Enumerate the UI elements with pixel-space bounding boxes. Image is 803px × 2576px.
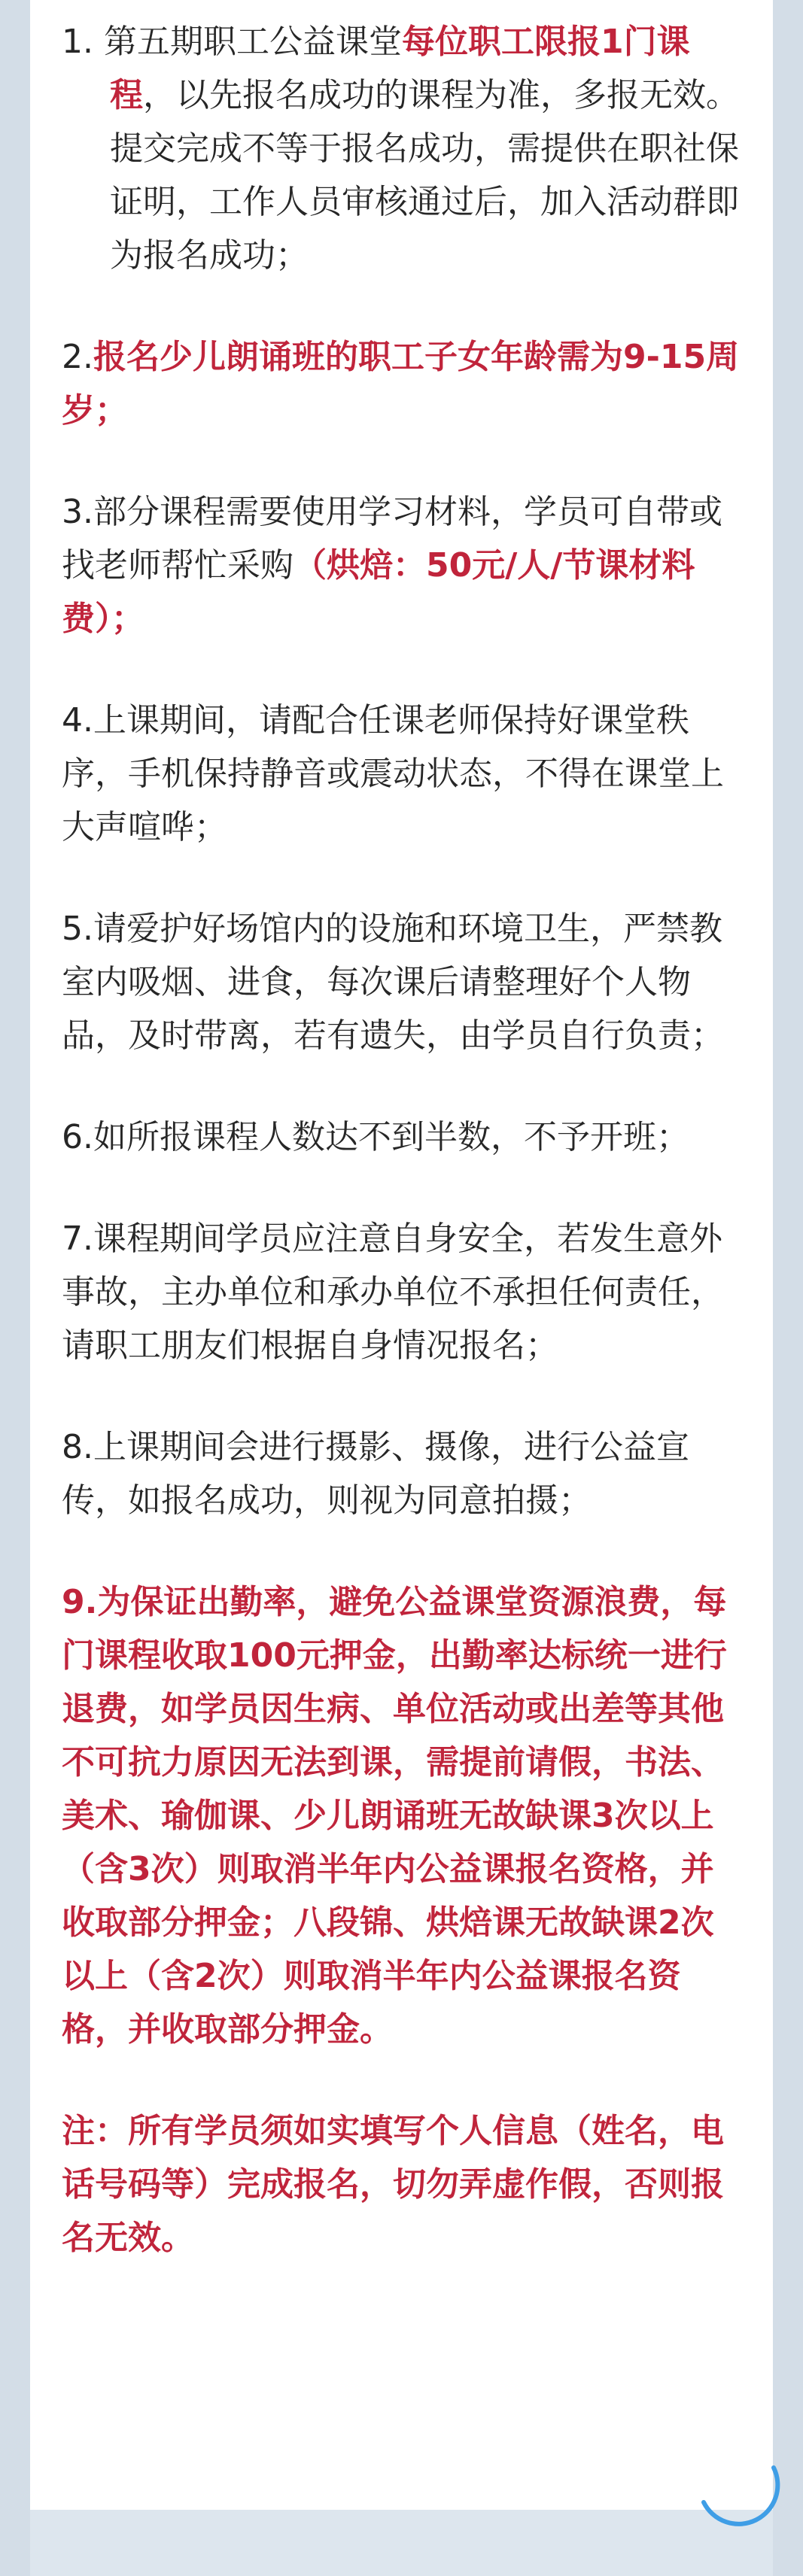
rule-1 [62, 15, 743, 282]
loading-spinner-icon [685, 2438, 798, 2550]
rule-1-highlight: 每位职工限报1门课程 [110, 23, 690, 114]
rule-3-highlight: （烘焙：50元/人/节课材料费）； [62, 546, 695, 638]
rule-1-text-rest: ，以先报名成功的课程为准，多报无效。提交完成不等于报名成功，需提供在职社保证明，工作人员审核通过后，加入活动群即为报名成功； [110, 76, 739, 275]
rule-9 [62, 1575, 743, 2056]
rule-3-text: 3.部分课程需要使用学习材料，学员可自带或找老师帮忙采购 [62, 493, 722, 585]
page-edge-right [773, 0, 803, 2576]
rule-6 [62, 1110, 743, 1164]
rule-4-text: 4.上课期间，请配合任课老师保持好课堂秩序，手机保持静音或震动状态，不得在课堂上大声喧哗； [62, 701, 724, 846]
rule-note [62, 2104, 743, 2265]
rule-note-text: 注：所有学员须如实填写个人信息（姓名，电话号码等）完成报名，切勿弄虚作假，否则报名无效。 [62, 2112, 724, 2257]
rule-7 [62, 1212, 743, 1372]
rule-2 [62, 330, 743, 437]
rule-7-text: 7.课程期间学员应注意自身安全，若发生意外事故，主办单位和承办单位不承担任何责任，请职工朋友们根据自身情况报名； [62, 1220, 724, 1365]
rule-5 [62, 902, 743, 1062]
rule-8 [62, 1420, 743, 1527]
rule-5-text: 5.请爱护好场馆内的设施和环境卫生，严禁教室内吸烟、进食，每次课后请整理好个人物品，及时带离，若有遗失，由学员自行负责； [62, 910, 724, 1055]
rule-6-text: 6.如所报课程人数达不到半数，不予开班； [62, 1118, 689, 1156]
rule-4 [62, 694, 743, 854]
rule-1-text: 1. 第五期职工公益课堂 [62, 23, 402, 61]
rule-8-text: 8.上课期间会进行摄影、摄像，进行公益宣传，如报名成功，则视为同意拍摄； [62, 1428, 689, 1520]
rule-9-text: 9.为保证出勤率，避免公益课堂资源浪费，每门课程收取100元押金，出勤率达标统一进行退费，如学员因生病、单位活动或出差等其他不可抗力原因无法到课，需提前请假，书法、美术、瑜伽课、少儿朗诵班无故缺课3次以上（含3次）则取消半年内公益课报名资格，并收取部分押金；八段锦、烘焙课无故缺课2次以上（含2次）则取消半年内公益课报名资格，并收取部分押金。 [62, 1583, 727, 2049]
rule-2-highlight: 报名少儿朗诵班的职工子女年龄需为9-15周岁； [62, 338, 740, 430]
page-edge-left [0, 0, 30, 2576]
rule-2-number: 2. [62, 338, 93, 376]
rules-list [62, 15, 743, 2313]
rule-3 [62, 485, 743, 646]
